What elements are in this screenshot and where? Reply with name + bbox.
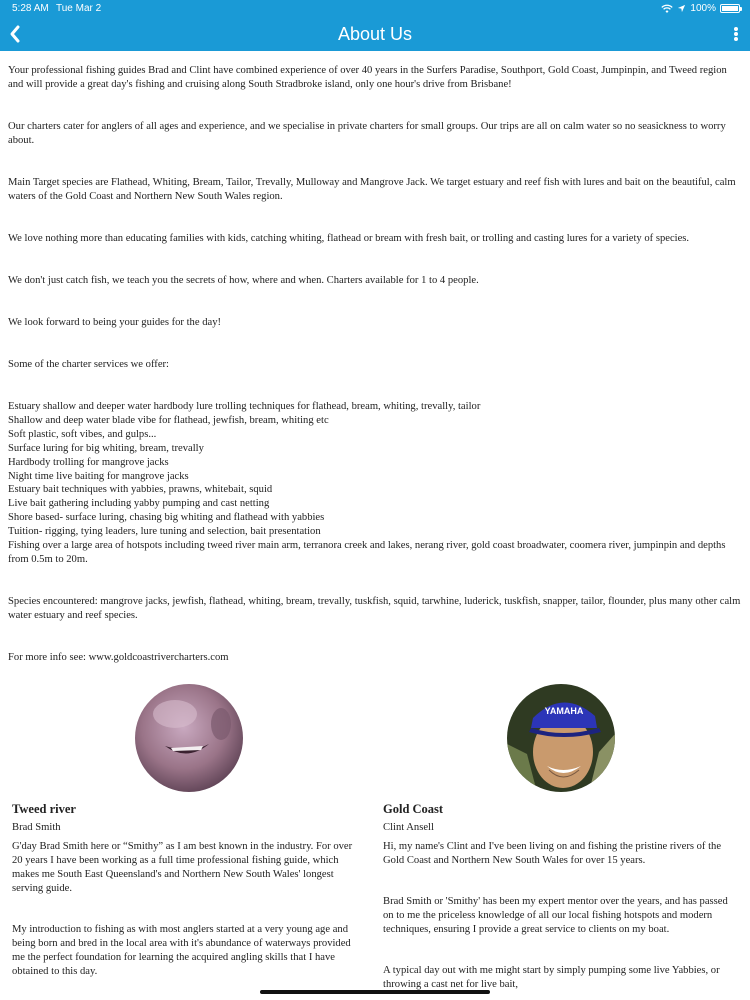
location-arrow-icon (677, 4, 686, 13)
guides-section (0, 684, 750, 990)
service-item: Estuary bait techniques with yabbies, prawns, whitebait, squid (8, 484, 273, 496)
battery-fill (722, 6, 738, 11)
status-right (661, 3, 740, 14)
service-item: Night time live baiting for mangrove jacks (8, 470, 189, 482)
more-menu-button[interactable] (730, 22, 742, 46)
battery-percent: 100% (690, 3, 716, 14)
guide-name: Clint Ansell (383, 822, 434, 833)
intro-paragraph: Our charters cater for anglers of all ages and experience, and we specialise in private charters for small groups. Our trips are all on calm water so no seasickness to worry about. (8, 121, 726, 146)
intro-paragraph: Your professional fishing guides Brad and Clint have combined experience of over 40 years in the Surfers Paradise, Southport, Gold Coast, Jumpinpin, and Tweed region and will provide a great day's fishing and cruising along South Stradbroke island, only one hour's drive from Brisbane! (8, 65, 727, 90)
page-title: About Us (337, 24, 413, 44)
guide-name: Brad Smith (12, 822, 61, 833)
cap-logo-text: YAMAHA (544, 706, 584, 716)
bio-paragraph: Brad Smith or 'Smithy' has been my expert mentor over the years, and has passed on to me the priceless knowledge of all our local fishing hotspots and modern techniques, ensuring I provide a great service to clients on my boat. (383, 896, 728, 935)
nav-bar (0, 18, 750, 51)
bio-paragraph: G'day Brad Smith here or “Smithy” as I am best known in the industry. For over 20 years I have been working as a full time professional fishing guide, which makes me South East Queensland's and Northern New South Wales' longest serving guide. (12, 841, 353, 894)
avatar (507, 684, 615, 792)
more-info-link[interactable]: For more info see: www.goldcoastrivercharters.com (8, 651, 229, 663)
service-item: Shore based- surface luring, chasing big whiting and flathead with yabbies (8, 512, 325, 524)
service-item: Soft plastic, soft vibes, and gulps... (8, 428, 157, 440)
battery-icon (720, 4, 740, 13)
services-heading: Some of the charter services we offer: (8, 359, 169, 370)
services-list (8, 400, 744, 567)
guide-bio (12, 840, 357, 1000)
service-item: Tuition- rigging, tying leaders, lure tuning and selection, bait presentation (8, 526, 321, 538)
bio-paragraph: My introduction to fishing as with most anglers started at a very young age and being born and bred in the local area with it's abundance of waterways provided me the perfect foundation for learning the acquired angling skills that I have obtained to this day. (12, 924, 351, 977)
avatar (135, 684, 243, 792)
service-item: Hardbody trolling for mangrove jacks (8, 456, 169, 468)
species-paragraph: Species encountered: mangrove jacks, jewfish, flathead, whiting, bream, trevally, tuskfish, squid, tarwhine, luderick, tuskfish, snapper, tailor, flounder, plus many other calm water estuary and reef species. (8, 595, 741, 621)
guide-location: Tweed river (12, 802, 76, 816)
status-bar (0, 0, 750, 18)
intro-paragraph: We don't just catch fish, we teach you the secrets of how, where and when. Charters available for 1 to 4 people. (8, 275, 479, 286)
wifi-icon (661, 4, 673, 14)
about-content (8, 64, 744, 693)
intro-paragraph: We love nothing more than educating families with kids, catching whiting, flathead or bream with fresh bait, or trolling and casting lures for a variety of species. (8, 233, 690, 244)
status-date: Tue Mar 2 (56, 3, 102, 14)
guide-location: Gold Coast (383, 802, 444, 816)
status-time: 5:28 AM (12, 3, 49, 14)
bio-paragraph: A typical day out with me might start by simply pumping some live Yabbies, or throwing a cast net for live bait, (383, 965, 720, 990)
intro-paragraph: Main Target species are Flathead, Whiting, Bream, Tailor, Trevally, Mulloway and Mangrove Jack. We target estuary and reef fish with lures and bait on the beautiful, calm waters of the Gold Coast and Northern New South Wales region. (8, 177, 736, 202)
service-item: Surface luring for big whiting, bream, trevally (8, 442, 204, 454)
home-indicator[interactable] (260, 990, 490, 994)
service-item: Estuary shallow and deeper water hardbody lure trolling techniques for flathead, bream, whiting, trevally, tailor (8, 401, 481, 412)
intro-paragraph: We look forward to being your guides for the day! (8, 317, 222, 328)
service-item: Fishing over a large area of hotspots including tweed river main arm, terranora creek and lakes, nerang river, gold coast broadwater, coomera river, jumpinpin and depths from 0.5m to 20m. (8, 540, 726, 565)
service-item: Shallow and deep water blade vibe for flathead, jewfish, bream, whiting etc (8, 414, 329, 426)
bio-paragraph: Hi, my name's Clint and I've been living on and fishing the pristine rivers of the Gold Coast and Northern New South Wales for over 15 years. (383, 841, 722, 866)
service-item: Live bait gathering including yabby pumping and cast netting (8, 498, 270, 510)
guide-bio (383, 840, 728, 1000)
more-vertical-icon (730, 22, 742, 46)
